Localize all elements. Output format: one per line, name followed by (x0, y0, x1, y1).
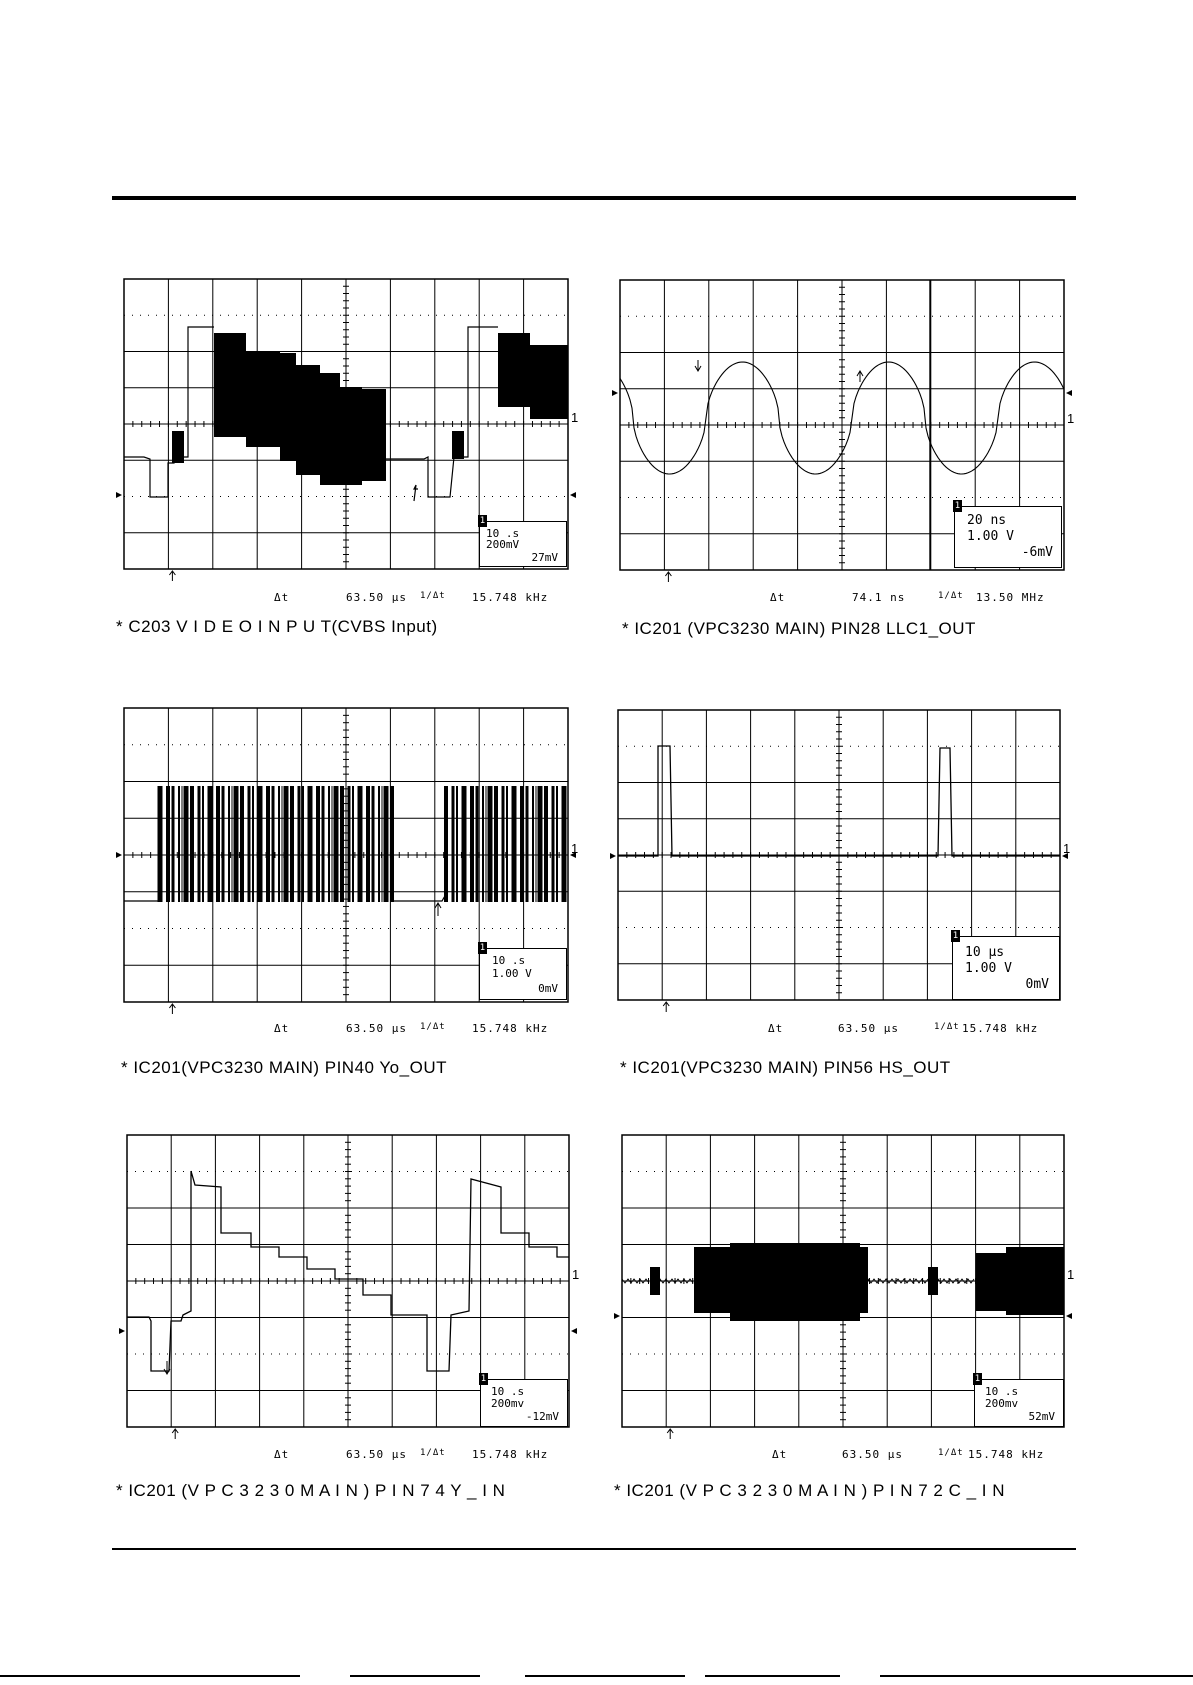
signal-burst (928, 1267, 938, 1295)
scope-llc1-out (620, 280, 1075, 570)
delta-t-value: 74.1 ns (852, 591, 906, 604)
trigger-arrow-icon (169, 1004, 175, 1014)
delta-t-label: Δt (768, 1022, 784, 1035)
volts-per-div-value: 1.00 V (965, 961, 1012, 976)
delta-t-label: Δt (772, 1448, 788, 1461)
timebase-value: 10 .s (491, 1385, 525, 1398)
channel-1-icon: 1 (479, 943, 486, 953)
volts-per-div-value: 200mv (985, 1397, 1019, 1410)
inverse-delta-t-label: 1/Δt (420, 1448, 446, 1458)
channel-1-icon: 1 (480, 1374, 487, 1384)
inverse-delta-t-label: 1/Δt (938, 591, 964, 601)
scope-yo-out (124, 708, 579, 1002)
footer-dash (0, 1675, 300, 1677)
header-rule (112, 196, 1076, 200)
scope-hs-out (618, 710, 1071, 1000)
volts-per-div-value: 1.00 V (967, 529, 1014, 544)
timebase-value: 10 .s (492, 954, 526, 967)
timebase-value: 10 .s (486, 527, 520, 540)
scope-settings-box (952, 931, 1060, 1000)
signal-burst (340, 387, 362, 485)
offset-value: 52mV (1028, 1410, 1055, 1423)
channel-1-icon: 1 (479, 516, 486, 526)
scope-caption: * IC201(VPC3230 MAIN) PIN40 Yo_OUT (121, 1058, 447, 1077)
scope-caption: * IC201(VPC3230 MAIN) PIN56 HS_OUT (620, 1058, 951, 1077)
frequency-value: 13.50 MHz (976, 591, 1045, 604)
delta-t-value: 63.50 μs (346, 591, 407, 604)
signal-burst (860, 1247, 868, 1313)
channel-1-icon: 1 (954, 501, 961, 511)
inverse-delta-t-label: 1/Δt (934, 1022, 960, 1032)
frequency-value: 15.748 kHz (472, 1022, 549, 1035)
delta-t-label: Δt (770, 591, 786, 604)
trigger-level-icon (571, 1328, 577, 1334)
delta-t-label: Δt (274, 1022, 290, 1035)
channel-1-icon: 1 (952, 931, 959, 941)
scope-settings-box (974, 1374, 1064, 1427)
signal-burst (214, 333, 246, 437)
signal-burst (172, 431, 184, 463)
trigger-level-icon (1066, 390, 1072, 396)
signal-burst (976, 1253, 1006, 1311)
ground-marker-icon (612, 390, 618, 396)
scope-cvbs-input (124, 279, 579, 569)
delta-t-value: 63.50 μs (346, 1448, 407, 1461)
channel-1-icon: 1 (974, 1374, 981, 1384)
scope-settings-box (480, 1374, 568, 1427)
ground-marker-icon (610, 853, 616, 859)
signal-burst (320, 373, 340, 485)
ground-marker-icon (614, 1313, 620, 1319)
frequency-value: 15.748 kHz (472, 1448, 549, 1461)
delta-t-label: Δt (274, 591, 290, 604)
ground-marker-icon (116, 852, 122, 858)
scope-c-in (622, 1135, 1075, 1427)
inverse-delta-t-label: 1/Δt (420, 591, 446, 601)
timebase-value: 10 .s (985, 1385, 1019, 1398)
offset-value: 27mV (531, 551, 558, 564)
timebase-value: 10 μs (965, 945, 1005, 960)
offset-value: 0mV (1025, 977, 1049, 992)
delta-t-value: 63.50 μs (838, 1022, 899, 1035)
footer-rule (112, 1548, 1076, 1550)
scope-settings-box (479, 943, 567, 1000)
measurement-readout (124, 591, 568, 605)
measurement-readout (620, 591, 1064, 605)
frequency-value: 15.748 kHz (472, 591, 549, 604)
channel-marker: 1 (571, 410, 579, 425)
trigger-arrow-icon (665, 572, 671, 582)
signal-burst (362, 389, 386, 481)
scope-settings-box (479, 516, 567, 567)
trigger-level-icon (1066, 1313, 1072, 1319)
signal-burst (650, 1267, 660, 1295)
ground-marker-icon (119, 1328, 125, 1334)
delta-t-value: 63.50 μs (346, 1022, 407, 1035)
signal-burst (730, 1243, 860, 1321)
delta-t-label: Δt (274, 1448, 290, 1461)
ground-marker-icon (116, 492, 122, 498)
scope-caption: * IC201 (V P C 3 2 3 0 M A I N ) P I N 7 4 Y _ I N (116, 1481, 506, 1500)
measurement-readout (618, 1022, 1062, 1036)
volts-per-div-value: 200mv (491, 1397, 525, 1410)
trigger-arrow-icon (172, 1429, 178, 1439)
signal-burst (530, 345, 568, 419)
offset-value: -6mV (1021, 545, 1053, 560)
trigger-level-icon (570, 492, 576, 498)
scope-caption: * IC201 (V P C 3 2 3 0 M A I N ) P I N 7 2 C _ I N (614, 1481, 1005, 1500)
channel-marker: 1 (572, 1267, 580, 1282)
footer-dash (705, 1675, 840, 1677)
inverse-delta-t-label: 1/Δt (420, 1022, 446, 1032)
trigger-arrow-icon (169, 571, 175, 581)
signal-burst (1006, 1247, 1064, 1315)
footer-dash (525, 1675, 685, 1677)
frequency-value: 15.748 kHz (968, 1448, 1045, 1461)
scope-settings-box (954, 501, 1062, 568)
inverse-delta-t-label: 1/Δt (938, 1448, 964, 1458)
delta-t-value: 63.50 μs (842, 1448, 903, 1461)
offset-value: 0mV (538, 982, 558, 995)
signal-burst (498, 333, 530, 407)
channel-marker: 1 (571, 841, 579, 856)
scope-caption: * C203 V I D E O I N P U T(CVBS Input) (116, 617, 438, 636)
scope-caption: * IC201 (VPC3230 MAIN) PIN28 LLC1_OUT (622, 619, 976, 638)
footer-dash (350, 1675, 480, 1677)
signal-burst (280, 353, 296, 461)
measurement-readout (124, 1448, 568, 1462)
channel-marker: 1 (1067, 411, 1075, 426)
measurement-readout (124, 1022, 568, 1036)
frequency-value: 15.748 kHz (962, 1022, 1039, 1035)
trigger-arrow-icon (663, 1002, 669, 1012)
measurement-readout (620, 1448, 1064, 1462)
footer-dash (880, 1675, 1193, 1677)
volts-per-div-value: 1.00 V (492, 967, 532, 980)
channel-marker: 1 (1063, 841, 1071, 856)
signal-burst (452, 431, 464, 459)
signal-burst (694, 1247, 732, 1313)
signal-burst (246, 351, 280, 447)
offset-value: -12mV (525, 1410, 559, 1423)
signal-burst (296, 365, 320, 475)
trigger-arrow-icon (667, 1429, 673, 1439)
volts-per-div-value: 200mV (486, 538, 520, 551)
scope-y-in (127, 1135, 580, 1427)
channel-marker: 1 (1067, 1267, 1075, 1282)
timebase-value: 20 ns (967, 513, 1007, 528)
